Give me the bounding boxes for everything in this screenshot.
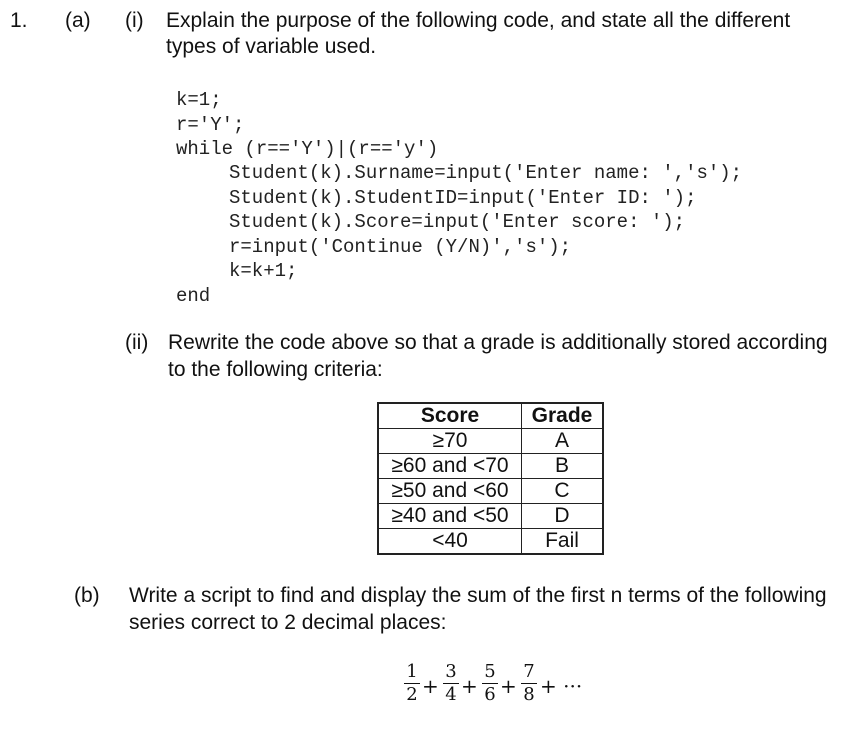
grade-cell: B: [522, 454, 604, 479]
code-line: while (r=='Y')|(r=='y'): [176, 138, 439, 160]
score-cell: ≥60 and <70: [378, 454, 522, 479]
header-grade: Grade: [522, 403, 604, 429]
sub-ii-label: (ii): [125, 331, 149, 354]
question-number: 1.: [10, 9, 28, 32]
score-cell: ≥50 and <60: [378, 479, 522, 504]
header-score: Score: [378, 403, 522, 429]
code-line: r='Y';: [176, 114, 245, 136]
part-b-line-2: series correct to 2 decimal places:: [129, 611, 447, 634]
plus-sign: +: [461, 674, 478, 698]
denominator: 4: [445, 684, 457, 705]
series-ellipsis: + ···: [540, 674, 583, 698]
score-cell: <40: [378, 529, 522, 555]
table-row: [378, 529, 603, 555]
code-line: k=k+1;: [229, 260, 298, 282]
plus-sign: +: [422, 674, 439, 698]
denominator: 8: [523, 684, 535, 705]
plus-sign: +: [500, 674, 517, 698]
denominator: 2: [406, 684, 418, 705]
grade-cell: D: [522, 504, 604, 529]
fraction-term: [404, 662, 420, 705]
table-row: [378, 504, 603, 529]
fraction-term: [482, 662, 498, 705]
numerator: 5: [484, 661, 496, 682]
code-line: Student(k).StudentID=input('Enter ID: ');: [229, 187, 697, 209]
code-line: Student(k).Surname=input('Enter name: ','s');: [229, 162, 743, 184]
grade-cell: A: [522, 429, 604, 454]
sub-i-line-1: Explain the purpose of the following code, and state all the different: [166, 9, 791, 32]
numerator: 3: [445, 661, 457, 682]
code-line: end: [176, 285, 211, 307]
sub-ii-line-2: to the following criteria:: [168, 358, 383, 381]
sub-i-line-2: types of variable used.: [166, 35, 377, 58]
score-cell: ≥40 and <50: [378, 504, 522, 529]
table-row: [378, 454, 603, 479]
part-b-label: (b): [74, 584, 100, 607]
denominator: 6: [484, 684, 496, 705]
grade-cell: C: [522, 479, 604, 504]
table-row: [378, 479, 603, 504]
fraction-term: [521, 662, 537, 705]
sub-ii-line-1: Rewrite the code above so that a grade is additionally stored according: [168, 331, 828, 354]
grade-cell: Fail: [522, 529, 604, 555]
table-header-row: [378, 403, 603, 429]
sub-i-label: (i): [125, 9, 144, 32]
numerator: 1: [406, 661, 418, 682]
score-cell: ≥70: [378, 429, 522, 454]
numerator: 7: [523, 661, 535, 682]
code-line: k=1;: [176, 89, 222, 111]
fraction-term: [443, 662, 459, 705]
part-b-line-1: Write a script to find and display the sum of the first n terms of the following: [129, 584, 827, 607]
table-row: [378, 429, 603, 454]
code-line: r=input('Continue (Y/N)','s');: [229, 236, 572, 258]
grade-table: [377, 402, 604, 555]
code-line: Student(k).Score=input('Enter score: ');: [229, 211, 686, 233]
part-a-label: (a): [65, 9, 91, 32]
